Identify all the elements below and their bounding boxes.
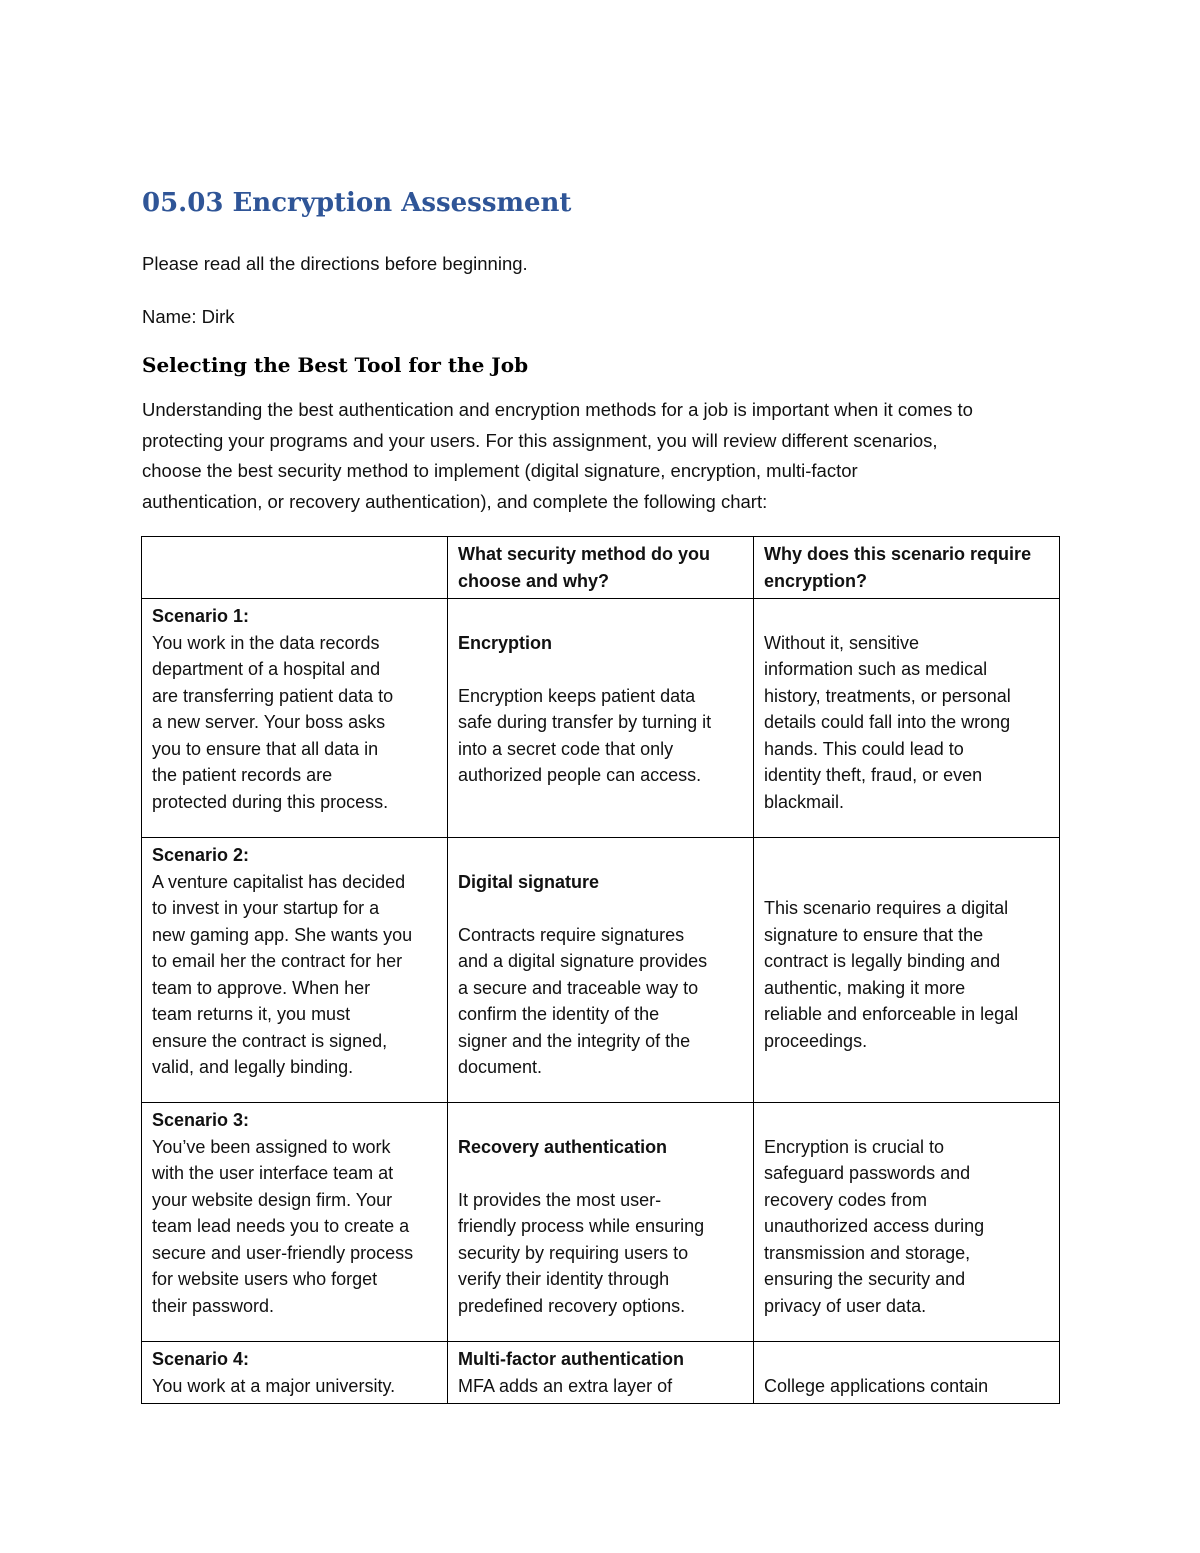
method-reason-line: friendly process while ensuring xyxy=(458,1216,705,1236)
table-row xyxy=(142,1342,1060,1404)
header-cell-empty xyxy=(142,537,448,599)
method-cell xyxy=(448,1103,754,1342)
method-reason-line: predefined recovery options. xyxy=(458,1295,686,1316)
method-reason-line: verify their identity through xyxy=(458,1269,670,1289)
scenario-line: team returns it, you must xyxy=(152,1004,351,1024)
scenario-label: Scenario 1: xyxy=(152,606,250,626)
method-reason-line: MFA adds an extra layer of xyxy=(458,1375,673,1396)
intro-paragraph xyxy=(142,395,1062,517)
intro-line: Understanding the best authentication and encryption methods for a job is important when it comes to xyxy=(142,399,973,420)
scenario-line: new gaming app. She wants you xyxy=(152,924,413,945)
method-reason-line: It provides the most user- xyxy=(458,1189,662,1210)
why-cell xyxy=(754,1342,1060,1404)
method-reason-line: a secure and traceable way to xyxy=(458,977,699,998)
scenario-line: with the user interface team at xyxy=(152,1163,394,1183)
why-line: recovery codes from xyxy=(764,1189,928,1210)
method-name: Multi-factor authentication xyxy=(458,1349,684,1369)
why-line: identity theft, fraud, or even xyxy=(764,765,983,785)
scenario-line: a new server. Your boss asks xyxy=(152,712,386,732)
scenario-line: are transferring patient data to xyxy=(152,685,394,706)
scenario-cell xyxy=(142,838,448,1103)
method-reason-line: Encryption keeps patient data xyxy=(458,685,696,706)
scenario-line: team to approve. When her xyxy=(152,977,371,998)
scenario-cell xyxy=(142,1103,448,1342)
method-cell xyxy=(448,1342,754,1404)
scenario-cell xyxy=(142,1342,448,1404)
why-line: privacy of user data. xyxy=(764,1295,927,1316)
intro-line: authentication, or recovery authentication), and complete the following chart: xyxy=(142,490,768,512)
scenario-line: valid, and legally binding. xyxy=(152,1057,354,1077)
section-heading: Selecting the Best Tool for the Job xyxy=(142,353,529,377)
scenario-line: to invest in your startup for a xyxy=(152,898,380,918)
why-line: proceedings. xyxy=(764,1030,868,1051)
method-reason-line: Contracts require signatures xyxy=(458,924,685,945)
why-line: reliable and enforceable in legal xyxy=(764,1004,1019,1024)
method-name: Encryption xyxy=(458,632,553,653)
why-cell xyxy=(754,838,1060,1103)
method-reason-line: security by requiring users to xyxy=(458,1242,689,1263)
scenario-line: team lead needs you to create a xyxy=(152,1216,410,1236)
method-reason-line: authorized people can access. xyxy=(458,765,702,785)
scenario-line: their password. xyxy=(152,1295,275,1316)
table-row xyxy=(142,838,1060,1103)
why-cell xyxy=(754,599,1060,838)
security-chart xyxy=(141,536,1060,1404)
header-line: Why does this scenario require xyxy=(764,544,1032,564)
header-cell-method xyxy=(448,537,754,599)
why-line: Encryption is crucial to xyxy=(764,1136,945,1157)
why-cell xyxy=(754,1103,1060,1342)
why-line: hands. This could lead to xyxy=(764,738,964,759)
scenario-line: the patient records are xyxy=(152,765,333,785)
method-reason-line: confirm the identity of the xyxy=(458,1004,660,1024)
method-name: Digital signature xyxy=(458,871,600,892)
scenario-cell xyxy=(142,599,448,838)
scenario-line: You’ve been assigned to work xyxy=(152,1136,391,1157)
scenario-line: secure and user-friendly process xyxy=(152,1242,414,1263)
why-line: authentic, making it more xyxy=(764,977,966,998)
method-reason-line: into a secret code that only xyxy=(458,738,674,759)
method-reason-line: signer and the integrity of the xyxy=(458,1030,691,1051)
why-line: This scenario requires a digital xyxy=(764,898,1009,918)
table-row xyxy=(142,1103,1060,1342)
why-line: College applications contain xyxy=(764,1375,989,1396)
directions-text: Please read all the directions before beginning. xyxy=(142,253,528,274)
method-cell xyxy=(448,838,754,1103)
table-header-row xyxy=(142,537,1060,599)
student-name: Name: Dirk xyxy=(142,306,235,327)
scenario-line: You work at a major university. xyxy=(152,1375,396,1396)
header-cell-why xyxy=(754,537,1060,599)
why-line: ensuring the security and xyxy=(764,1269,966,1289)
scenario-label: Scenario 4: xyxy=(152,1349,250,1369)
scenario-line: You work in the data records xyxy=(152,632,380,653)
scenario-line: to email her the contract for her xyxy=(152,951,403,971)
table-row xyxy=(142,599,1060,838)
method-reason-line: safe during transfer by turning it xyxy=(458,712,712,732)
method-cell xyxy=(448,599,754,838)
method-reason-line: and a digital signature provides xyxy=(458,951,708,971)
why-line: Without it, sensitive xyxy=(764,632,920,653)
scenario-label: Scenario 2: xyxy=(152,845,250,865)
scenario-label: Scenario 3: xyxy=(152,1110,250,1130)
scenario-line: your website design firm. Your xyxy=(152,1189,393,1210)
why-line: history, treatments, or personal xyxy=(764,685,1011,706)
why-line: signature to ensure that the xyxy=(764,924,984,945)
method-name: Recovery authentication xyxy=(458,1136,668,1157)
why-line: blackmail. xyxy=(764,791,845,812)
why-line: information such as medical xyxy=(764,659,988,679)
scenario-line: A venture capitalist has decided xyxy=(152,871,406,892)
method-reason-line: document. xyxy=(458,1057,543,1077)
header-line: What security method do you xyxy=(458,544,711,564)
scenario-line: protected during this process. xyxy=(152,791,389,812)
scenario-line: ensure the contract is signed, xyxy=(152,1030,388,1051)
scenario-line: for website users who forget xyxy=(152,1269,378,1289)
why-line: safeguard passwords and xyxy=(764,1163,971,1183)
why-line: unauthorized access during xyxy=(764,1216,985,1236)
header-line: encryption? xyxy=(764,570,868,591)
why-line: transmission and storage, xyxy=(764,1242,971,1263)
intro-line: choose the best security method to implement (digital signature, encryption, multi-factor xyxy=(142,460,858,481)
page-title: 05.03 Encryption Assessment xyxy=(142,188,572,218)
why-line: contract is legally binding and xyxy=(764,951,1001,971)
header-line: choose and why? xyxy=(458,570,610,591)
scenario-line: department of a hospital and xyxy=(152,659,381,679)
intro-line: protecting your programs and your users. For this assignment, you will review different scenarios, xyxy=(142,429,938,451)
scenario-line: you to ensure that all data in xyxy=(152,738,379,759)
why-line: details could fall into the wrong xyxy=(764,712,1011,732)
